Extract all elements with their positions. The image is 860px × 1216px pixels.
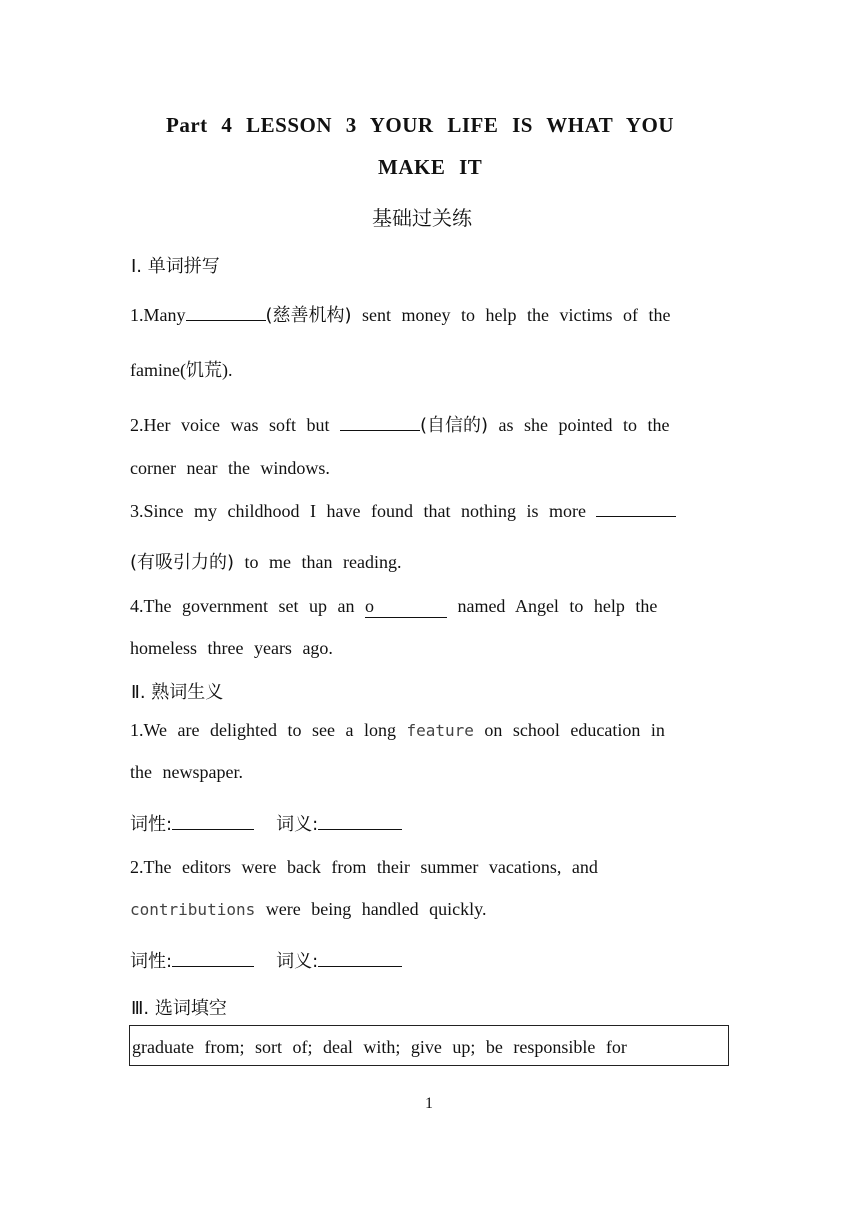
title-line-2: MAKE IT	[378, 155, 483, 179]
question-1-2-cont: corner near the windows.	[130, 458, 330, 478]
section-2-heading: Ⅱ. 熟词生义	[131, 682, 224, 703]
question-2-2: 2.The editors were back from their summer vacations, and	[130, 857, 598, 877]
word-bank-text: graduate from; sort of; deal with; give up; be responsible for	[132, 1037, 627, 1057]
meaning-blank[interactable]	[318, 813, 402, 830]
question-1-4: 4.The government set up an o named Angel to help the	[130, 596, 658, 616]
question-1-1-cont: famine(饥荒).	[130, 360, 233, 381]
question-2-2-cont: contributions were being handled quickly.	[130, 899, 487, 919]
title-line-1: Part 4 LESSON 3 YOUR LIFE IS WHAT YOU	[166, 113, 675, 137]
answer-blank[interactable]: o	[365, 596, 447, 618]
subtitle: 基础过关练	[372, 206, 472, 230]
answer-blank[interactable]	[186, 304, 266, 321]
pos-blank[interactable]	[172, 813, 254, 830]
word-bank-box	[129, 1025, 729, 1066]
question-1-3-cont: (有吸引力的) to me than reading.	[130, 552, 402, 573]
answer-row-2-2: 词性: 词义:	[130, 947, 402, 973]
section-3-heading: Ⅲ. 选词填空	[131, 998, 227, 1019]
question-1-3: 3.Since my childhood I have found that nothing is more	[130, 500, 676, 522]
question-1-4-cont: homeless three years ago.	[130, 638, 333, 658]
answer-blank[interactable]	[596, 500, 676, 517]
answer-row-2-1: 词性: 词义:	[130, 810, 402, 836]
section-1-heading: Ⅰ. 单词拼写	[131, 256, 220, 277]
question-1-2: 2.Her voice was soft but (自信的) as she pointed to the	[130, 415, 670, 436]
meaning-blank[interactable]	[318, 950, 402, 967]
answer-blank[interactable]	[340, 414, 420, 431]
question-2-1: 1.We are delighted to see a long feature on school education in	[130, 720, 665, 740]
page-number: 1	[425, 1095, 433, 1112]
question-1-1: 1.Many (慈善机构) sent money to help the victims of the	[130, 305, 671, 326]
question-2-1-cont: the newspaper.	[130, 762, 243, 782]
pos-blank[interactable]	[172, 950, 254, 967]
